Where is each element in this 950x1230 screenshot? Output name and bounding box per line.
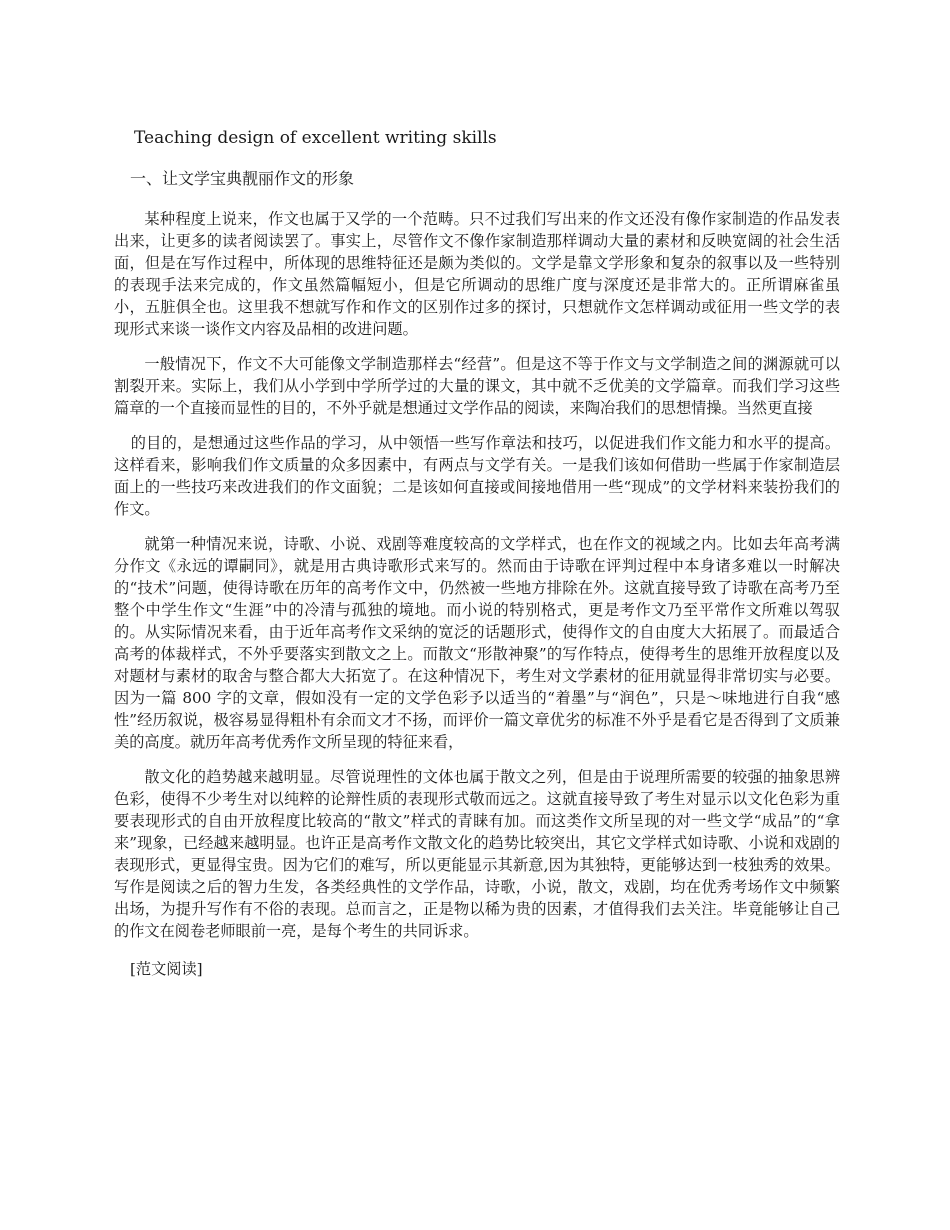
paragraph: 的目的，是想通过这些作品的学习，从中领悟一些写作章法和技巧，以促进我们作文能力和水平的提高。这样看来，影响我们作文质量的众多因素中，有两点与文学有关。一是我们该如何借助一些属于作家制造层面上的一些技巧来改进我们的作文面貌；二是该如何直接或间接地借用一些“现成”的文学材料来装扮我们的作文。 — [114, 434, 840, 518]
paragraph: 散文化的趋势越来越明显。尽管说理性的文体也属于散文之列，但是由于说理所需要的较强的抽象思辨色彩，使得不少考生对以纯粹的论辩性质的表现形式敬而远之。这就直接导致了考生对显示以文化色彩为重要表现形式的自由开放程度比较高的“散文”样式的青睐有加。而这类作文所呈现的对一些文学“成品”的“拿来”现象，已经越来越明显。也许正是高考作文散文化的趋势比较突出，其它文学样式如诗歌、小说和戏剧的表现形式，更显得宝贵。因为它们的难写，所以更能显示其新意,因为其独特，更能够达到一枝独秀的效果。写作是阅读之后的智力生发，各类经典性的文学作品，诗歌，小说，散文，戏剧，均在优秀考场作文中频繁出场，为提升写作有不俗的表现。总而言之，正是物以稀为贵的因素，才值得我们去关注。毕竟能够让自己的作文在阅卷老师眼前一亮，是每个考生的共同诉求。 — [114, 768, 840, 940]
section-heading: 一、让文学宝典靓丽作文的形象 — [130, 169, 355, 188]
paragraph: 某种程度上说来，作文也属于又学的一个范畴。只不过我们写出来的作文还没有像作家制造的作品发表出来，让更多的读者阅读罢了。事实上，尽管作文不像作家制造那样调动大量的素材和反映宽阔的社会生活面，但是在写作过程中，所体现的思维特征还是颇为类似的。文学是靠文学形象和复杂的叙事以及一些特别的表现手法来完成的，作文虽然篇幅短小，但是它所调动的思维广度与深度还是非常大的。正所谓麻雀虽小，五脏俱全也。这里我不想就写作和作文的区别作过多的探讨，只想就作文怎样调动或征用一些文学的表现形式来谈一谈作文内容及品相的改进问题。 — [114, 210, 840, 338]
document-page — [114, 126, 840, 980]
paragraph: 一般情况下，作文不大可能像文学制造那样去“经营”。但是这不等于作文与文学制造之间的渊源就可以割裂开来。实际上，我们从小学到中学所学过的大量的课文，其中就不乏优美的文学篇章。而我们学习这些篇章的一个直接而显性的目的，不外乎就是想通过文学作品的阅读，来陶冶我们的思想情操。当然更直接 — [114, 355, 840, 417]
paragraph: 就第一种情况来说，诗歌、小说、戏剧等难度较高的文学样式，也在作文的视域之内。比如去年高考满分作文《永远的谭嗣同》，就是用古典诗歌形式来写的。然而由于诗歌在评判过程中本身诸多难以一时解决的“技术”问题，使得诗歌在历年的高考作文中，仍然被一些地方排除在外。这就直接导致了诗歌在高考乃至整个中学生作文“生涯”中的冷清与孤独的境地。而小说的特别格式，更是考作文乃至平常作文所难以驾驭的。从实际情况来看，由于近年高考作文采纳的宽泛的话题形式，使得作文的自由度大大拓展了。而最适合高考的体裁样式，不外乎要落实到散文之上。而散文“形散神聚”的写作特点，使得考生的思维开放程度以及对题材与素材的取舍与整合都大大拓宽了。在这种情况下，考生对文学素材的征用就显得非常切实与必要。因为一篇 800 字的文章，假如没有一定的文学色彩予以适当的“着墨”与“润色”，只是～味地进行自我“感性”经历叙说，极容易显得粗朴有余而文才不扬，而评价一篇文章优劣的标准不外乎是看它是否得到了文质兼美的高度。就历年高考优秀作文所呈现的特征来看， — [114, 535, 840, 751]
sample-reading-label: [范文阅读] — [130, 960, 203, 978]
document-title: Teaching design of excellent writing skills — [134, 128, 497, 148]
